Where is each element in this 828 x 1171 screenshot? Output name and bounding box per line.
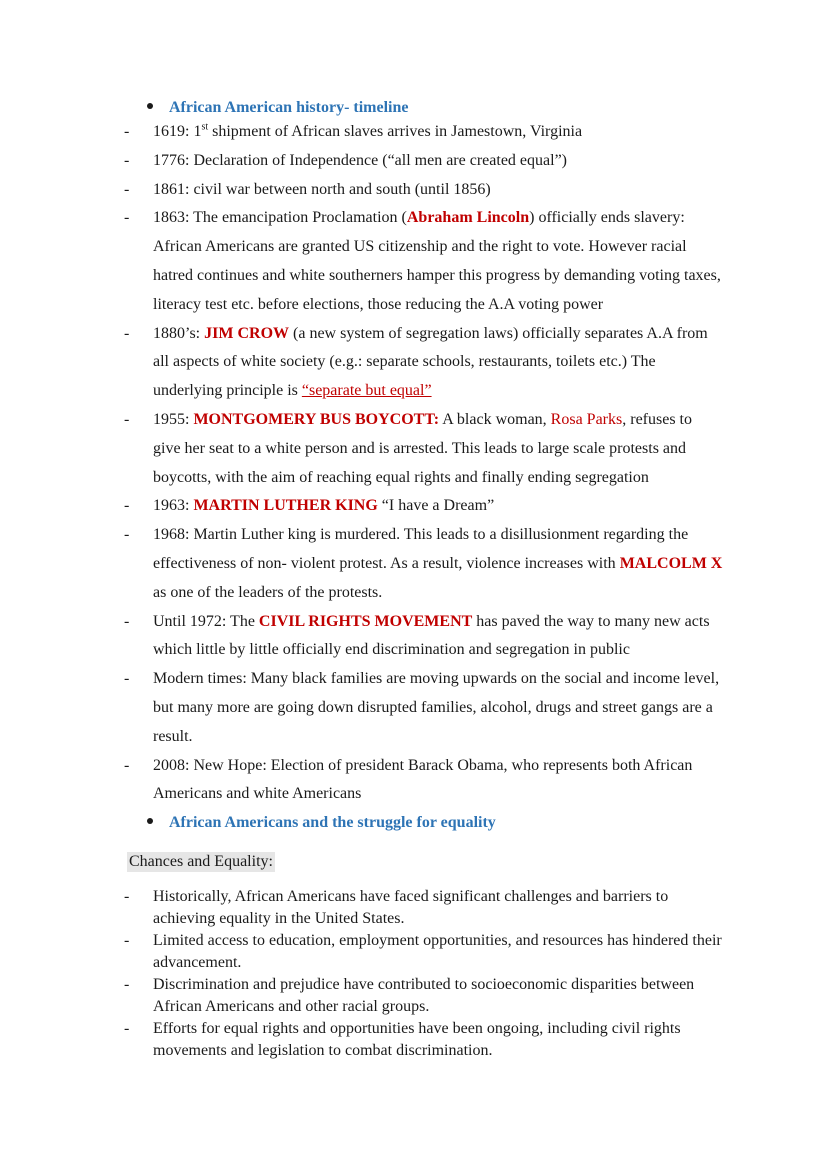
timeline-item-1963: - 1963: MARTIN LUTHER KING “I have a Dream” [124,497,495,515]
list-item: - Efforts for equal rights and opportunities have been ongoing, including civil rights movements and legislation to combat discrimination. [124,1020,681,1059]
highlight-mlk: MARTIN LUTHER KING [193,497,378,515]
heading-timeline: African American history- timeline [147,99,409,117]
list-item: - Limited access to education, employment opportunities, and resources has hindered their advancement. [124,932,722,971]
timeline-item-modern: - Modern times: Many black families are moving upwards on the social and income level, but many more are going down disrupted families, alcohol, drugs and street gangs are a result. [124,670,720,745]
highlight-jim-crow: JIM CROW [204,324,290,342]
timeline-item-1863: - 1863: The emancipation Proclamation (Abraham Lincoln) officially ends slavery: African Americans are granted US citizenship and the right to vote. However racial hatred continues and white southerners hamper this progress by demanding voting taxes, literacy test etc. before elections, those reducing the A.A voting power [124,209,721,313]
highlight-abraham-lincoln: Abraham Lincoln [406,209,530,227]
timeline-item-1880s: - 1880’s: JIM CROW (a new system of segregation laws) officially separates A.A from all aspects of white society (e.g.: separate schools, restaurants, toilets etc.) The underlying principle is “separate but equal” [124,324,708,400]
timeline-item-1955: - 1955: MONTGOMERY BUS BOYCOTT: A black woman, Rosa Parks, refuses to give her seat to a white person and is arrested. This leads to large scale protests and boycotts, with the aim of reaching equal rights and finally ending segregation [124,410,692,486]
heading-struggle: African Americans and the struggle for equality [147,814,496,832]
timeline-item-1776: - 1776: Declaration of Independence (“all men are created equal”) [124,151,567,169]
highlight-rosa-parks: Rosa Parks [550,410,623,428]
chances-list [0,886,828,1062]
separate-but-equal-link[interactable]: “separate but equal” [301,382,432,400]
list-item: - Discrimination and prejudice have contributed to socioeconomic disparities between African Americans and other racial groups. [124,976,695,1015]
bullet-icon [147,818,153,824]
timeline-item-1619: - 1619: 1st shipment of African slaves arrives in Jamestown, Virginia [124,121,583,140]
timeline-item-1968: - 1968: Martin Luther king is murdered. This leads to a disillusionment regarding the effectiveness of non- violent protest. As a result, violence increases with MALCOLM X as one of the leaders of the protests. [124,526,723,601]
timeline-list [0,118,828,809]
highlight-malcolm-x: MALCOLM X [619,554,723,572]
list-item: - Historically, African Americans have faced significant challenges and barriers to achieving equality in the United States. [124,888,669,927]
bullet-icon [147,103,153,109]
highlight-civil-rights: CIVIL RIGHTS MOVEMENT [258,612,473,630]
timeline-item-1972: - Until 1972: The CIVIL RIGHTS MOVEMENT has paved the way to many new acts which little by little officially end discrimination and segregation in public [124,612,710,659]
timeline-item-2008: - 2008: New Hope: Election of president Barack Obama, who represents both African Americans and white Americans [124,756,693,803]
section-label-chances: Chances and Equality: [129,853,273,870]
highlight-montgomery: MONTGOMERY BUS BOYCOTT: [193,410,440,428]
timeline-item-1861: - 1861: civil war between north and south (until 1856) [124,180,491,198]
